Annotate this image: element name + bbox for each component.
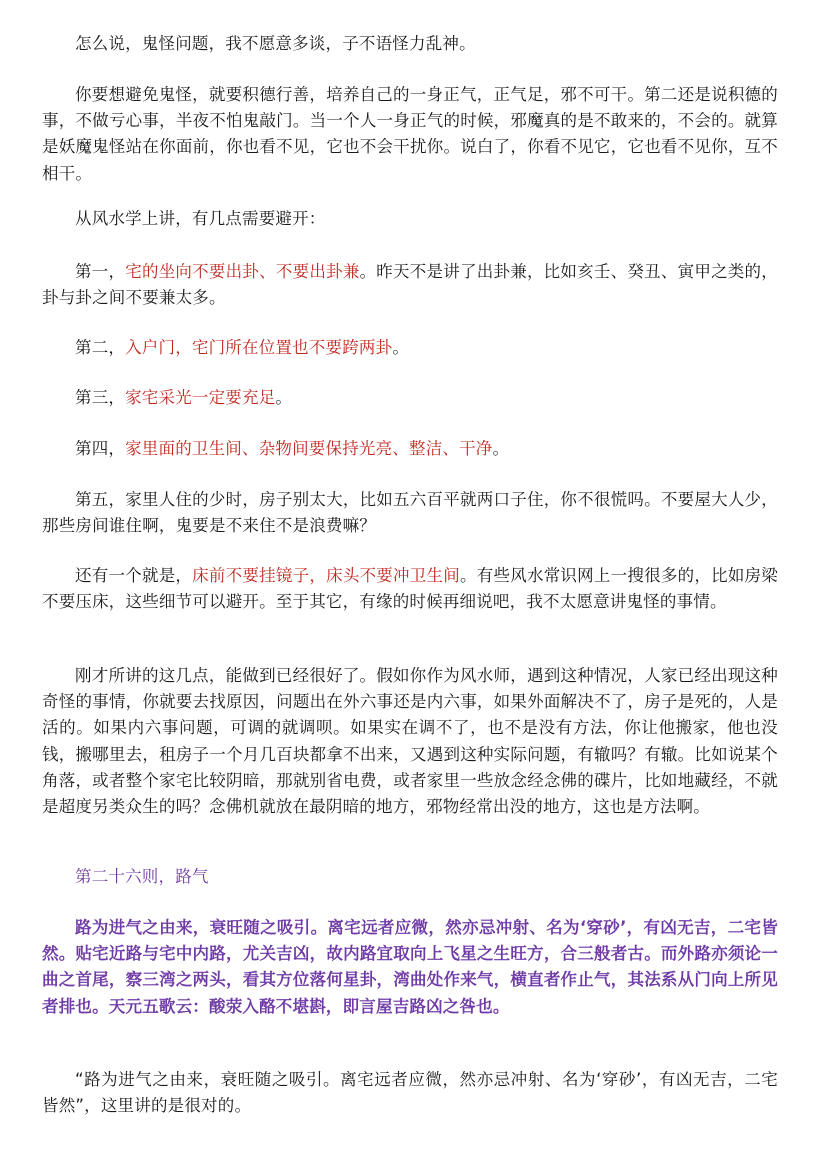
paragraph-point-five: 第五，家里人住的少时，房子别太大，比如五六百平就两口子住，你不很慌吗。不要屋大人少，那些房间谁住啊，鬼要是不来住不是浪费嘛？ xyxy=(42,490,778,536)
point-prefix: 第四， xyxy=(75,439,126,458)
emphasis-text: 宅的坐向不要出卦、不要出卦兼 xyxy=(125,262,360,281)
paragraph-righteousness: 你要想避免鬼怪，就要积德行善，培养自己的一身正气，正气足，邪不可干。第二还是说积德的事，不做亏心事，半夜不怕鬼敲门。当一个人一身正气的时候，邪魔真的是不敢来的，不会的。就算是妖魔鬼怪站在你面前，你也看不见，它也不会干扰你。说白了，你看不见它，它也看不见你，互不相干。 xyxy=(42,85,778,183)
paragraph-point-three xyxy=(42,385,778,411)
paragraph-mirror-bed xyxy=(42,563,778,615)
point-prefix: 第一， xyxy=(75,262,126,281)
point-suffix: 。昨天不是讲了出卦兼，比如亥壬、癸丑、寅甲之类的，卦与卦之间不要兼太多。 xyxy=(42,262,778,308)
paragraph-opening: 怎么说，鬼怪问题，我不愿意多谈，子不语怪力乱神。 xyxy=(75,34,476,53)
paragraph-point-four xyxy=(42,436,778,462)
emphasis-text: 床前不要挂镜子，床头不要冲卫生间 xyxy=(192,566,460,585)
point-suffix: 。 xyxy=(492,439,510,458)
paragraph-feng-shui-master: 刚才所讲的这几点，能做到已经很好了。假如你作为风水师，遇到这种情况，人家已经出现这种奇怪的事情，你就要去找原因，问题出在外六事还是内六事，如果外面解决不了，房子是死的，人是活的。如果内六事问题，可调的就调呗。如果实在调不了，也不是没有方法，你让他搬家，他也没钱，搬哪里去，租房子一个月几百块都拿不出来，又遇到这种实际问题，有辙吗？有辙。比如说某个角落，或者整个家宅比较阴暗，那就别省电费，或者家里一些放念经念佛的碟片，比如地藏经，不就是超度另类众生的吗？念佛机就放在最阴暗的地方，邪物经常出没的地方，这也是方法啊。 xyxy=(42,666,778,817)
point-prefix: 第三， xyxy=(75,388,126,407)
point-suffix: 。有些风水常识网上一搜很多的，比如房梁不要压床，这些细节可以避开。至于其它，有缘的时候再细说吧，我不太愿意讲鬼怪的事情。 xyxy=(42,566,778,612)
point-suffix: 。 xyxy=(275,388,293,407)
point-suffix: 。 xyxy=(392,338,410,357)
point-prefix: 第二， xyxy=(75,338,126,357)
point-prefix: 还有一个就是， xyxy=(75,566,193,585)
paragraph-point-one xyxy=(42,259,778,311)
emphasis-text: 入户门，宅门所在位置也不要跨两卦 xyxy=(125,338,393,357)
paragraph-commentary: “路为进气之由来，衰旺随之吸引。离宅远者应微，然亦忌冲射、名为‘穿砂’，有凶无吉，二宅皆然”，这里讲的是很对的。 xyxy=(42,1070,778,1116)
section-title: 第二十六则，路气 xyxy=(75,867,209,886)
paragraph-fengshui-intro: 从风水学上讲，有几点需要避开： xyxy=(75,209,326,228)
emphasis-text: 家宅采光一定要充足 xyxy=(125,388,276,407)
paragraph-point-two xyxy=(42,335,778,361)
classic-quote: 路为进气之由来，衰旺随之吸引。离宅远者应微，然亦忌冲射、名为‘穿砂’，有凶无吉，二宅皆然。贴宅近路与宅中内路，尤关吉凶，故内路宜取向上飞星之生旺方，合三般者古。而外路亦须论一曲之首尾，察三湾之两头，看其方位落何星卦，湾曲处作来气，横直者作止气，其法系从门向上所见者排也。天元五歌云：酸荥入酪不堪斟，即言屋吉路凶之咎也。 xyxy=(42,918,778,1016)
emphasis-text: 家里面的卫生间、杂物间要保持光亮、整洁、干净 xyxy=(125,439,493,458)
